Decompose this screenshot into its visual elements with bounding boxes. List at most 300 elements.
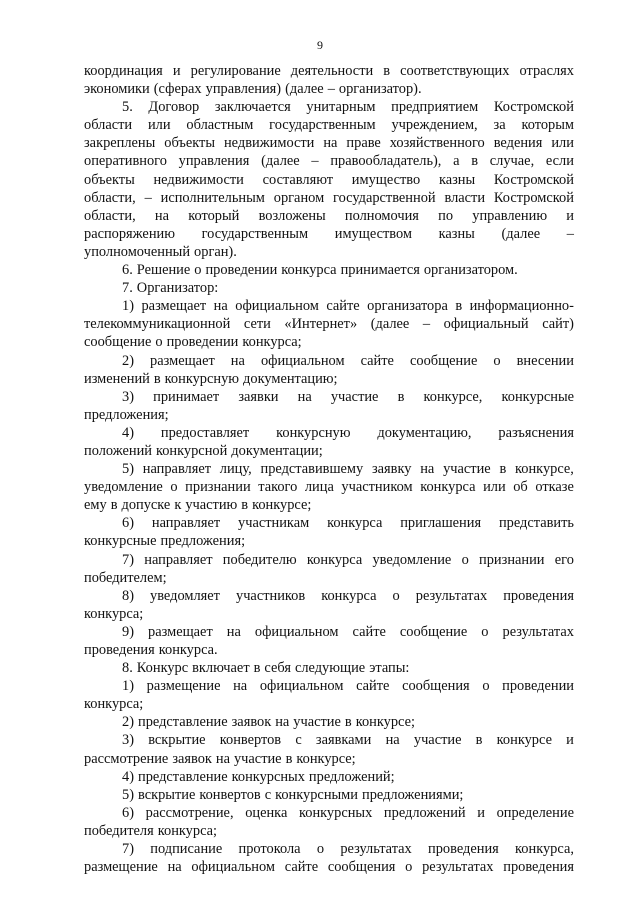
word: сайте (284, 859, 319, 876)
text-line (84, 514, 574, 532)
word: организатора (367, 298, 448, 315)
word: предложения; (160, 533, 246, 550)
word: объекты (84, 171, 135, 188)
text-line (84, 261, 574, 279)
word: 5) (122, 461, 134, 478)
word: Решение (136, 262, 191, 279)
word: координация (84, 63, 163, 79)
text-line (84, 62, 574, 80)
word: составляют (262, 171, 334, 188)
word: протокола (238, 841, 301, 858)
word: 7) (122, 551, 134, 568)
word: направляет (151, 515, 221, 532)
word: исполнительным (160, 189, 265, 206)
text-line (84, 804, 574, 822)
word: области, (84, 207, 136, 224)
page-number: 9 (317, 38, 323, 52)
text-line (84, 768, 574, 786)
text-line (84, 496, 574, 514)
word: на (323, 135, 338, 152)
word: на (167, 859, 182, 876)
word: разъяснения (498, 424, 574, 441)
text-line (84, 659, 574, 677)
word: регулирование (190, 63, 281, 79)
word: (сферах (153, 81, 202, 98)
document-body (84, 62, 574, 876)
word: рассмотрение, (145, 804, 234, 821)
word: сайте (356, 678, 390, 695)
word: размещение (84, 859, 158, 876)
word: в (499, 461, 507, 478)
word: 8. (122, 660, 133, 677)
word: – (144, 189, 152, 206)
word: хозяйственного (389, 135, 485, 152)
word: о (155, 334, 163, 351)
word: Организатор: (136, 280, 219, 297)
word: положений (84, 442, 152, 459)
word: участие (293, 714, 341, 731)
word: на (420, 461, 435, 478)
word: области (84, 117, 133, 134)
text-line (84, 171, 574, 189)
word: в (471, 153, 479, 170)
word: и (477, 804, 485, 821)
word: (далее (261, 153, 300, 170)
word: 4) (122, 424, 134, 441)
word: официальном (235, 298, 319, 315)
word: победителем; (84, 569, 167, 586)
word: уведомляет (150, 587, 220, 604)
text-line (84, 840, 574, 858)
text-line (84, 134, 574, 152)
word: заявки (238, 388, 279, 405)
word: деятельности (290, 63, 374, 79)
word: в (153, 370, 161, 387)
word: праве (346, 135, 381, 152)
word: сообщение (84, 334, 152, 351)
word: ведения (493, 135, 543, 152)
word: документации; (231, 442, 323, 459)
word: о (493, 352, 501, 369)
word: управлению (472, 207, 548, 224)
word: по (438, 207, 454, 224)
word: уведомление (372, 551, 452, 568)
word: 2) (122, 714, 134, 731)
word: официальный (443, 316, 529, 333)
word: такого (258, 479, 298, 496)
word: конкурсных (231, 768, 305, 785)
word: результатах (340, 841, 412, 858)
word: в (344, 714, 352, 731)
word: изменений (84, 370, 150, 387)
word: если (545, 153, 574, 170)
word: участию (185, 497, 238, 514)
text-line (84, 116, 574, 134)
word: оценка (245, 804, 288, 821)
word: принимает (153, 388, 220, 405)
text-line (84, 460, 574, 478)
word: казны (438, 225, 475, 242)
word: или (147, 117, 171, 134)
word: сообщение (399, 623, 468, 640)
word: власти (444, 189, 486, 206)
word: отраслях (519, 63, 574, 79)
word: конкурсную (276, 424, 351, 441)
word: на (275, 714, 290, 731)
word: результатах (502, 623, 574, 640)
word: участие (443, 461, 491, 478)
text-line (84, 858, 574, 876)
word: вскрытие (148, 732, 206, 749)
word: конкурса (306, 551, 363, 568)
word: 6. (122, 262, 133, 279)
text-line (84, 370, 574, 388)
word: официальном (254, 623, 339, 640)
word: 1) (122, 298, 134, 315)
word: учреждением, (391, 117, 478, 134)
word: победителя (84, 822, 154, 839)
text-line (84, 442, 574, 460)
word: о (392, 587, 400, 604)
word: участие (233, 750, 282, 767)
word: 5) (122, 786, 134, 803)
word: 5. (122, 99, 133, 116)
word: областным (186, 117, 254, 134)
word: а (453, 153, 460, 170)
text-line (84, 532, 574, 550)
word: организатор). (338, 81, 422, 98)
word: заявок (231, 714, 272, 731)
word: – (566, 225, 574, 242)
word: размещает (141, 298, 207, 315)
word: представившему (260, 461, 364, 478)
word: 7) (122, 841, 134, 858)
word: Конкурс (136, 660, 189, 677)
text-line (84, 98, 574, 116)
word: 1) (122, 678, 134, 695)
word: конкурсе; (355, 714, 415, 731)
text-line (84, 786, 574, 804)
text-line (84, 315, 574, 333)
word: на (215, 750, 230, 767)
word: экономики (84, 81, 150, 98)
text-line (84, 243, 574, 261)
text-line (84, 189, 574, 207)
word: возложены (258, 207, 326, 224)
word: 9) (122, 623, 134, 640)
word: приглашения (400, 515, 482, 532)
word: проведении (166, 334, 239, 351)
word: признании (479, 551, 545, 568)
word: в (383, 63, 391, 79)
text-line (84, 207, 574, 225)
text-line (84, 478, 574, 496)
word: унитарным (306, 99, 376, 116)
word: официальном (259, 678, 344, 695)
word: управления) (205, 81, 282, 98)
text-line (84, 641, 574, 659)
word: полномочия (344, 207, 419, 224)
text-line (84, 695, 574, 713)
word: сайте (360, 352, 394, 369)
word: об (513, 479, 528, 496)
word: организатором. (423, 262, 518, 279)
word: внесении (516, 352, 574, 369)
word: органом (273, 189, 325, 206)
word: участникам (238, 515, 310, 532)
word: соответствующих (400, 63, 510, 79)
word: участником (341, 479, 413, 496)
word: в (285, 750, 293, 767)
text-line (84, 80, 574, 98)
word: участников (236, 587, 306, 604)
word: конкурсе; (296, 750, 356, 767)
word: Договор (148, 99, 200, 116)
text-line (84, 333, 574, 351)
word: конкурсные (84, 533, 157, 550)
word: распоряжению (84, 225, 175, 242)
word: заключается (214, 99, 291, 116)
word: 6) (122, 804, 134, 821)
text-line (84, 569, 574, 587)
word: допуске (121, 497, 171, 514)
word: конкурсных (298, 804, 373, 821)
word: проведения (428, 841, 499, 858)
word: принимается (340, 262, 420, 279)
word: на (226, 623, 241, 640)
word: конвертов (219, 732, 282, 749)
text-line (84, 551, 574, 569)
word: отказе (535, 479, 574, 496)
word: на (230, 352, 245, 369)
word: или (483, 479, 506, 496)
word: на (154, 207, 170, 224)
word: вскрытие (138, 786, 196, 803)
text-line (84, 424, 574, 442)
word: конкурсной (155, 442, 228, 459)
word: на (213, 298, 228, 315)
word: недвижимости (153, 171, 244, 188)
word: и (172, 63, 181, 79)
word: конкурса (321, 587, 377, 604)
word: о (316, 841, 325, 858)
text-line (84, 388, 574, 406)
word: – (422, 316, 431, 333)
word: размещает (150, 352, 215, 369)
word: сообщения (402, 678, 470, 695)
word: сайт) (542, 316, 574, 333)
word: лицу, (219, 461, 252, 478)
word: сайте (326, 298, 360, 315)
word: конкурса; (242, 334, 302, 351)
word: предоставляет (160, 424, 250, 441)
word: подписание (150, 841, 223, 858)
word: казны (438, 171, 476, 188)
word: лица (304, 479, 334, 496)
word: результатах (422, 859, 494, 876)
word: себя (264, 660, 291, 677)
word: Костромской (493, 189, 574, 206)
word: который (188, 207, 240, 224)
word: конкурса (281, 262, 337, 279)
text-line (84, 713, 574, 731)
word: его (554, 551, 574, 568)
word: государственным (269, 117, 376, 134)
text-line (84, 750, 574, 768)
word: (далее (370, 316, 410, 333)
word: – (311, 153, 319, 170)
word: (далее (501, 225, 541, 242)
word: закреплены (84, 135, 156, 152)
word: сообщения (327, 859, 396, 876)
word: управления (178, 153, 250, 170)
word: к (174, 497, 182, 514)
word: конкурсе (496, 732, 552, 749)
word: заявками (315, 732, 372, 749)
word: конкурса, (515, 841, 574, 858)
text-line (84, 406, 574, 424)
word: 4) (122, 768, 134, 785)
word: «Интернет» (284, 316, 358, 333)
word: проведения (503, 587, 574, 604)
word: конкурсе, (423, 388, 483, 405)
text-line (84, 822, 574, 840)
word: случае, (489, 153, 535, 170)
word: 3) (122, 388, 134, 405)
word: включает (192, 660, 250, 677)
word: в (475, 732, 483, 749)
word: конвертов (199, 786, 261, 803)
word: конкурсную (164, 370, 240, 387)
word: на (297, 388, 312, 405)
text-line (84, 623, 574, 641)
word: 2) (122, 352, 134, 369)
word: следующие (294, 660, 366, 677)
word: признании (185, 479, 251, 496)
word: 6) (122, 515, 134, 532)
text-line (84, 297, 574, 315)
word: предложений (383, 804, 466, 821)
text-line (84, 279, 574, 297)
word: участие (330, 388, 379, 405)
text-line (84, 152, 574, 170)
word: в (253, 660, 261, 677)
word: с (264, 786, 272, 803)
word: на (233, 678, 248, 695)
word: документацию, (377, 424, 472, 441)
word: (далее (285, 81, 324, 98)
word: рассмотрение (84, 750, 169, 767)
text-line (84, 605, 574, 623)
word: конкурса; (84, 696, 144, 713)
word: о (461, 551, 469, 568)
word: в (110, 497, 118, 514)
word: уведомление (84, 479, 163, 496)
word: имуществом (334, 225, 412, 242)
word: размещает (148, 623, 213, 640)
word: победителю (222, 551, 297, 568)
word: конкурса; (157, 822, 218, 839)
word: проведении (205, 262, 278, 279)
word: размещение (146, 678, 221, 695)
word: информационно- (469, 298, 574, 315)
word: представление (138, 714, 228, 731)
text-line (84, 677, 574, 695)
word: оперативного (84, 153, 167, 170)
word: Костромской (493, 171, 574, 188)
text-line (84, 225, 574, 243)
word: предложениями; (362, 786, 464, 803)
text-line (84, 352, 574, 370)
word: конкурсными (275, 786, 358, 803)
word: в (397, 388, 405, 405)
word: конкурса (420, 479, 476, 496)
word: конкурсе; (252, 497, 312, 514)
text-line (84, 587, 574, 605)
word: 7. (122, 280, 133, 297)
word: государственной (333, 189, 436, 206)
word: которым (521, 117, 574, 134)
word: – (327, 81, 335, 98)
word: определение (496, 804, 574, 821)
word: или (551, 135, 574, 152)
word: конкурса. (158, 642, 218, 658)
word: в (241, 497, 249, 514)
word: направляет (144, 551, 213, 568)
word: этапы: (369, 660, 410, 677)
word: проведения (84, 642, 155, 658)
word: о (481, 623, 489, 640)
word: государственным (201, 225, 309, 242)
word: документацию; (243, 370, 338, 387)
word: сети (243, 316, 271, 333)
word: направляет (142, 461, 212, 478)
word: о (482, 678, 490, 695)
word: заявок (172, 750, 212, 767)
word: представить (498, 515, 574, 532)
word: представление (138, 768, 228, 785)
word: предложений; (308, 768, 395, 785)
word: конкурсные (501, 388, 574, 405)
word: с (295, 732, 302, 749)
word: ему (84, 497, 107, 514)
word: результатах (415, 587, 488, 604)
word: конкурсе, (515, 461, 574, 478)
word: конкурса (327, 515, 383, 532)
word: области, (84, 189, 136, 206)
word: заявку (371, 461, 412, 478)
word: конкурса; (84, 605, 144, 622)
word: предприятием (391, 99, 479, 116)
word: телекоммуникационной (84, 316, 231, 333)
text-line (84, 731, 574, 749)
word: правообладатель), (330, 153, 442, 170)
word: о (194, 262, 202, 279)
word: и (566, 732, 574, 749)
word: Костромской (493, 99, 574, 116)
word: в (455, 298, 463, 315)
word: предложения; (84, 406, 169, 423)
word: о (170, 479, 178, 496)
word: орган). (194, 243, 237, 260)
word: 8) (122, 587, 134, 604)
word: официальном (260, 352, 345, 369)
word: официальном (191, 859, 276, 876)
word: 3) (122, 732, 134, 749)
word: на (385, 732, 400, 749)
word: недвижимости (223, 135, 315, 152)
word: проведения (503, 859, 574, 876)
